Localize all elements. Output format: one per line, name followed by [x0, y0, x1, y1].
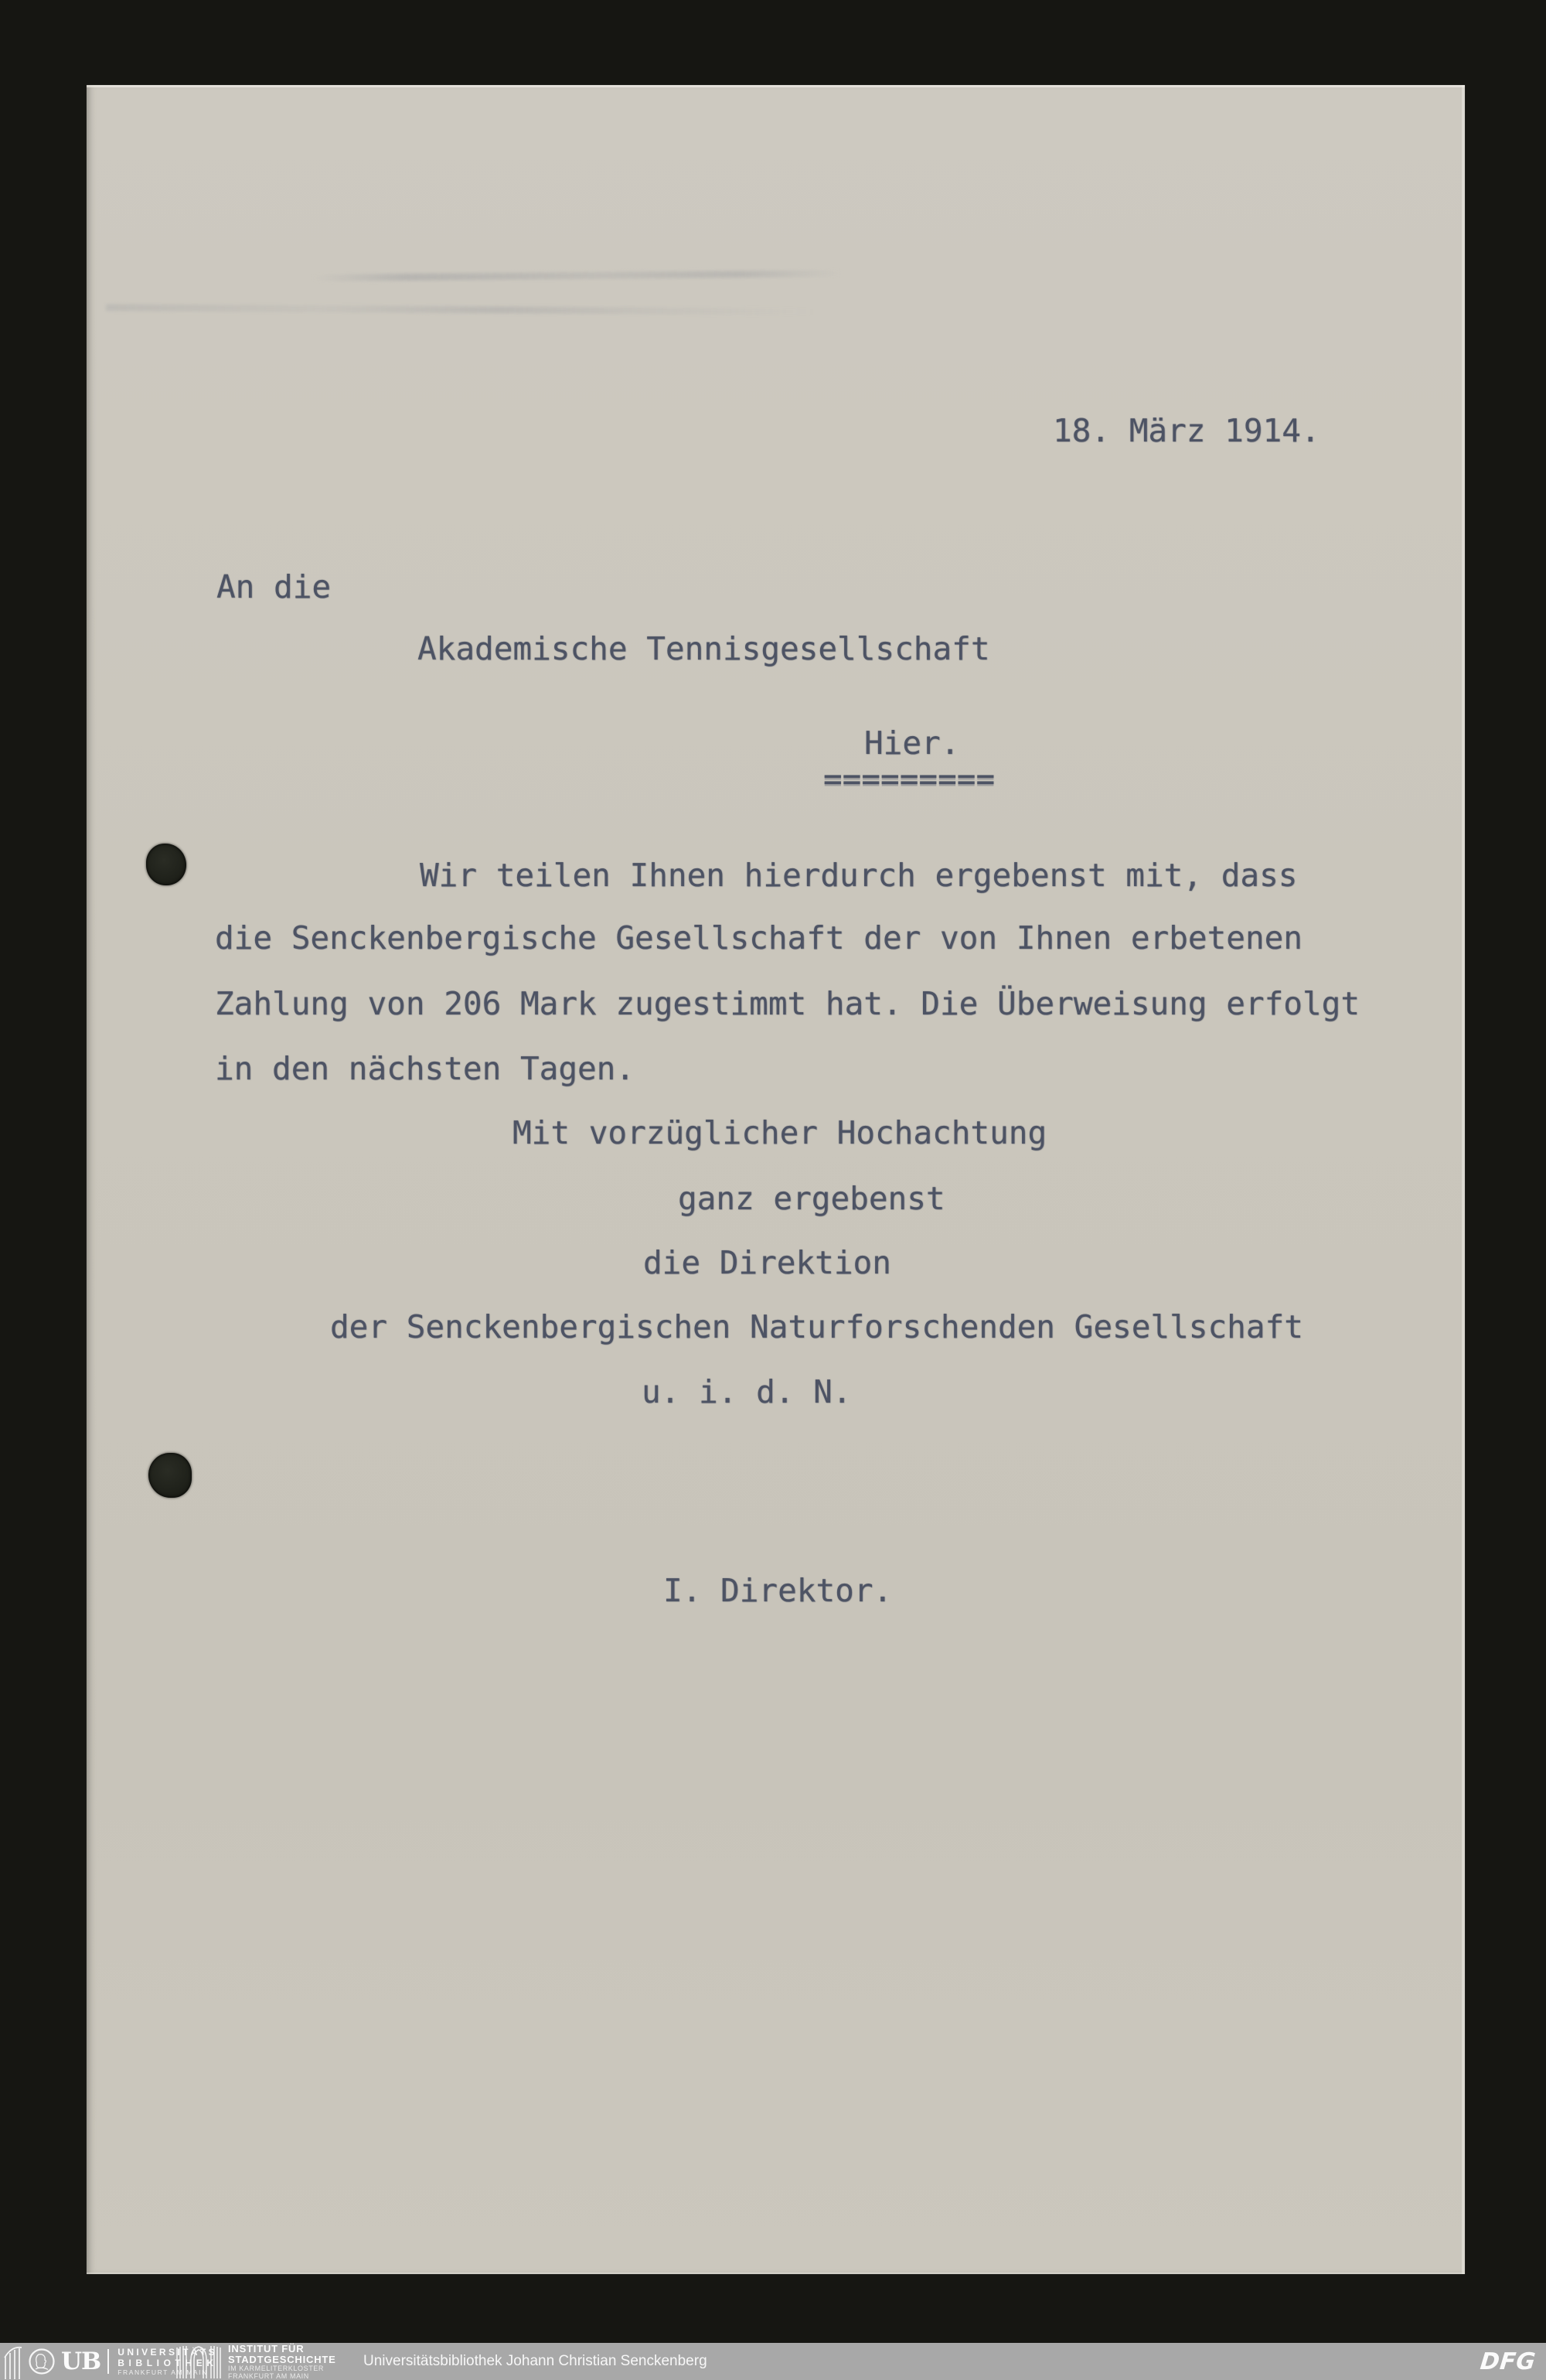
- body-line-4: in den nächsten Tagen.: [215, 1050, 635, 1087]
- book-spine-icon: [4, 2344, 22, 2379]
- ink-smudge-top: [311, 270, 844, 281]
- closing-line-1: Mit vorzüglicher Hochachtung: [512, 1114, 1047, 1151]
- closing-line-2: ganz ergebenst: [678, 1180, 945, 1217]
- isg-caption-line: IM KARMELITERKLOSTER: [228, 2364, 325, 2372]
- logo-divider: [107, 2349, 109, 2374]
- body-line-1: Wir teilen Ihnen hierdurch ergebenst mit, dass: [420, 857, 1298, 894]
- recipient-intro: An die: [216, 568, 332, 605]
- library-name: Universitätsbibliothek Johann Christian Senckenberg: [363, 2353, 707, 2369]
- stadtgeschichte-caption: [228, 2344, 336, 2380]
- stadtgeschichte-logo: [175, 2343, 336, 2380]
- signature-line: I. Direktor.: [663, 1572, 893, 1609]
- goethe-portrait-icon: [28, 2348, 56, 2375]
- date-line: 18. März 1914.: [1053, 412, 1320, 449]
- closing-line-5: u. i. d. N.: [642, 1373, 852, 1410]
- closing-line-3: die Direktion: [643, 1244, 891, 1281]
- isg-caption-line: STADTGESCHICHTE: [228, 2353, 336, 2365]
- ub-logo-text: UB: [61, 2347, 101, 2375]
- footer-bar: [0, 2343, 1546, 2380]
- recipient-place: Hier.: [864, 725, 960, 762]
- karmeliterkloster-arch-icon: [175, 2344, 222, 2378]
- recipient-name: Akademische Tennisgesellschaft: [417, 630, 990, 667]
- ub-caption-line: FRANKFURT AM MAIN: [117, 2368, 208, 2376]
- closing-line-4: der Senckenbergischen Naturforschenden Gesellschaft: [330, 1308, 1303, 1345]
- isg-caption-line: FRANKFURT AM MAIN: [228, 2371, 309, 2380]
- dfg-logo: DFG: [1479, 2348, 1537, 2375]
- ink-smudge-bottom: [106, 304, 817, 315]
- isg-caption-line: INSTITUT FÜR: [228, 2342, 305, 2354]
- letter-page: [87, 85, 1465, 2274]
- place-underline: =========: [823, 760, 996, 797]
- ub-caption-line: UNIVERSITÄTS: [117, 2346, 218, 2358]
- body-line-3: Zahlung von 206 Mark zugestimmt hat. Die Überweisung erfolgt: [215, 985, 1360, 1022]
- punch-hole-top: [146, 844, 186, 885]
- punch-hole-bottom: [148, 1453, 192, 1498]
- body-line-2: die Senckenbergische Gesellschaft der von Ihnen erbetenen: [215, 919, 1303, 956]
- ub-caption-line: BIBLIOTHEK: [117, 2357, 218, 2368]
